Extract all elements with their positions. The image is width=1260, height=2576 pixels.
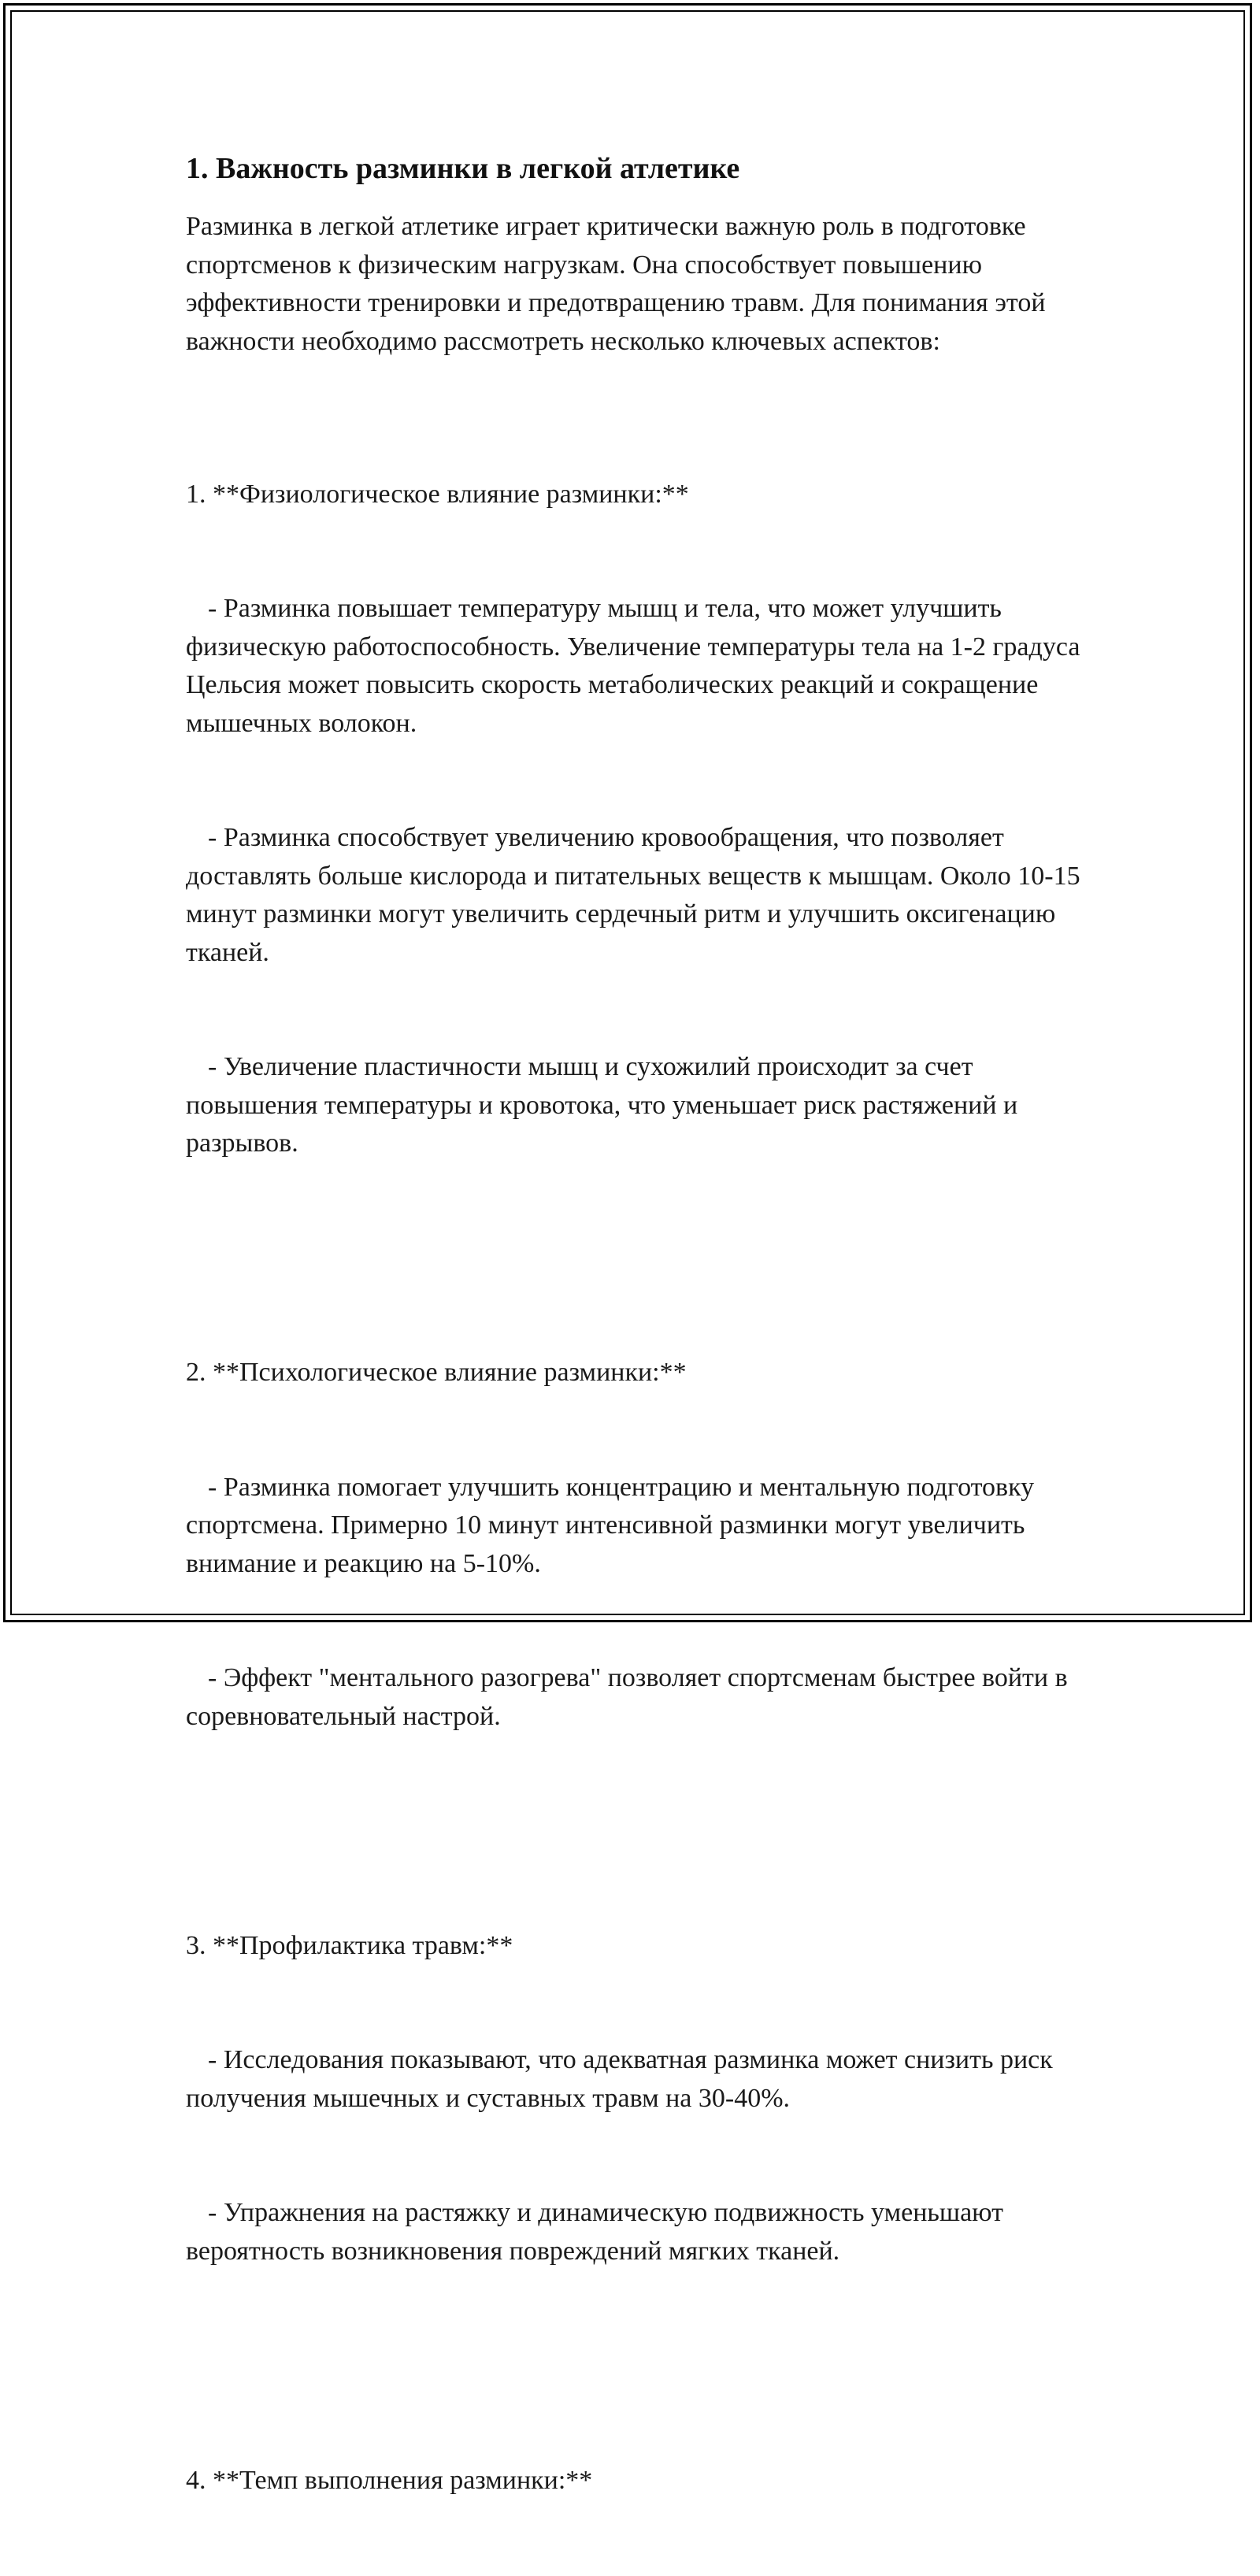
section-2-heading: 2. **Психологическое влияние разминки:** — [186, 1354, 1084, 1392]
spacer — [186, 361, 1084, 399]
document-body — [186, 148, 1084, 2576]
section-1-bullet-3: - Увеличение пластичности мышц и сухожилий происходит за счет повышения температуры и кровотока, что уменьшает риск растяжений и разрывов. — [186, 1048, 1084, 1163]
section-1-bullet-1: - Разминка повышает температуру мышц и тела, что может улучшить физическую работоспособность. Увеличение температуры тела на 1-2 градуса Цельсия может повысить скорость метаболических реакций и сокращение мышечных волокон. — [186, 590, 1084, 743]
section-4 — [186, 2385, 1084, 2576]
spacer — [186, 1812, 1084, 1851]
section-1 — [186, 399, 1084, 1240]
section-3-heading: 3. **Профилактика травм:** — [186, 1927, 1084, 1966]
spacer — [186, 2347, 1084, 2385]
section-3-bullet-2: - Упражнения на растяжку и динамическую подвижность уменьшают вероятность возникновения повреждений мягких тканей. — [186, 2194, 1084, 2270]
section-3 — [186, 1851, 1084, 2348]
spacer — [186, 1240, 1084, 1278]
section-3-bullet-1: - Исследования показывают, что адекватная разминка может снизить риск получения мышечных и суставных травм на 30-40%. — [186, 2041, 1084, 2118]
section-2-bullet-1: - Разминка помогает улучшить концентрацию и ментальную подготовку спортсмена. Примерно 10 минут интенсивной разминки могут увеличить внимание и реакцию на 5-10%. — [186, 1469, 1084, 1584]
section-2 — [186, 1277, 1084, 1812]
section-4-heading: 4. **Темп выполнения разминки:** — [186, 2462, 1084, 2500]
intro-paragraph: Разминка в легкой атлетике играет критически важную роль в подготовке спортсменов к физическим нагрузкам. Она способствует повышению эффективности тренировки и предотвращению травм. Для понимания этой важности необходимо рассмотреть несколько ключевых аспектов: — [186, 208, 1084, 361]
document-title: 1. Важность разминки в легкой атлетике — [186, 148, 1084, 189]
section-1-bullet-2: - Разминка способствует увеличению кровообращения, что позволяет доставлять больше кислорода и питательных веществ к мышцам. Около 10-15 минут разминки могут увеличить сердечный ритм и улучшить оксигенацию тканей. — [186, 819, 1084, 972]
section-2-bullet-2: - Эффект "ментального разогрева" позволяет спортсменам быстрее войти в соревновательный настрой. — [186, 1659, 1084, 1736]
section-1-heading: 1. **Физиологическое влияние разминки:** — [186, 476, 1084, 514]
